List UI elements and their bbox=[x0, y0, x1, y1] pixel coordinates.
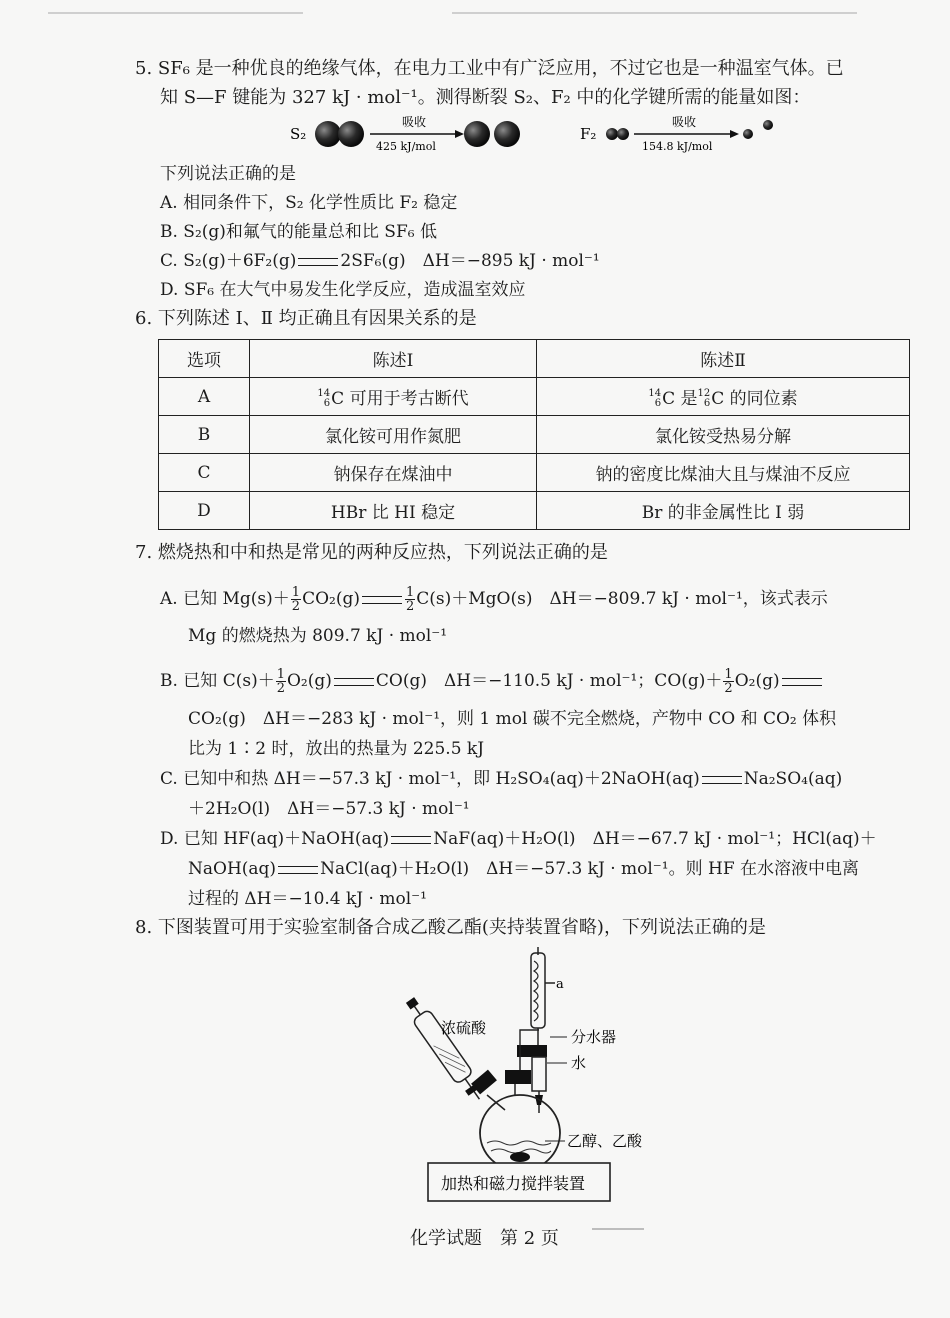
equals-sign bbox=[702, 776, 742, 784]
header-option: 选项 bbox=[159, 340, 250, 378]
row-statement-1: HBr 比 HI 稳定 bbox=[250, 492, 537, 530]
q5-line2: 知 S—F 键能为 327 kJ · mol⁻¹。测得断裂 S₂、F₂ 中的化学键所需的能量如图： bbox=[160, 87, 811, 108]
stir-bar bbox=[510, 1152, 530, 1162]
q7-option-d-line2: NaOH(aq) NaCl(aq)＋H₂O(l) ΔH＝−57.3 kJ · mol⁻¹。则 HF 在水溶液中电离 bbox=[188, 859, 860, 879]
row-statement-1: 14 6 C 可用于考古断代 bbox=[250, 378, 537, 416]
apparatus-diagram bbox=[395, 945, 665, 1205]
q7-option-c-line2: ＋2H₂O(l) ΔH＝−57.3 kJ · mol⁻¹ bbox=[188, 799, 470, 819]
neck-stopper bbox=[505, 1070, 531, 1084]
row-option: A bbox=[159, 378, 250, 416]
f2-atom-1 bbox=[606, 128, 618, 140]
header-statement-1: 陈述Ⅰ bbox=[250, 340, 537, 378]
table-row bbox=[159, 492, 910, 530]
fraction-half: $\frac{1}{2}$ bbox=[724, 667, 733, 696]
q7-option-a-line2: Mg 的燃烧热为 809.7 kJ · mol⁻¹ bbox=[188, 626, 448, 646]
f2-atom-2 bbox=[617, 128, 629, 140]
row-statement-1: 钠保存在煤油中 bbox=[250, 454, 537, 492]
q7-option-b-line3: 比为 1∶2 时，放出的热量为 225.5 kJ bbox=[188, 739, 485, 759]
fraction-half: $\frac{1}{2}$ bbox=[291, 585, 301, 614]
isotope-12c: 12 6 bbox=[697, 388, 711, 410]
q7-option-b-line2: CO₂(g) ΔH＝−283 kJ · mol⁻¹，则 1 mol 碳不完全燃烧，产物中 CO 和 CO₂ 体积 bbox=[188, 709, 837, 729]
label-reagents: 乙醇、乙酸 bbox=[567, 1132, 643, 1150]
row-statement-1: 氯化铵可用作氮肥 bbox=[250, 416, 537, 454]
label-a: a bbox=[556, 977, 564, 992]
f2-energy-label: 154.8 kJ/mol bbox=[642, 140, 713, 153]
label-heater: 加热和磁力搅拌装置 bbox=[441, 1174, 586, 1193]
table-row bbox=[159, 416, 910, 454]
row-statement-2: 14 6 C 是 12 6 C 的同位素 bbox=[537, 378, 910, 416]
f2-arrow-head bbox=[730, 130, 739, 138]
row-statement-2: 氯化铵受热易分解 bbox=[537, 416, 910, 454]
s-atom-a bbox=[464, 121, 490, 147]
condenser-coil bbox=[534, 961, 538, 1021]
equals-sign bbox=[298, 258, 338, 266]
row-option: B bbox=[159, 416, 250, 454]
equals-sign bbox=[334, 678, 374, 686]
fraction-half: $\frac{1}{2}$ bbox=[276, 667, 285, 696]
row-statement-2: Br 的非金属性比 I 弱 bbox=[537, 492, 910, 530]
row-statement-2: 钠的密度比煤油大且与煤油不反应 bbox=[537, 454, 910, 492]
row-option: D bbox=[159, 492, 250, 530]
table-header-row bbox=[159, 340, 910, 378]
q6-table bbox=[158, 339, 910, 530]
s2-molecule-label: S₂ bbox=[290, 125, 307, 143]
top-rule-right bbox=[452, 12, 857, 14]
q6-stem: 6. 下列陈述 Ⅰ、Ⅱ 均正确且有因果关系的是 bbox=[135, 308, 477, 329]
page-footer: 化学试题 第 2 页 bbox=[410, 1228, 559, 1249]
label-water: 水 bbox=[571, 1054, 587, 1072]
label-conc-sulfuric-acid: 浓硫酸 bbox=[441, 1019, 487, 1037]
q5-option-d: D. SF₆ 在大气中易发生化学反应，造成温室效应 bbox=[160, 280, 526, 300]
q5-option-a: A. 相同条件下，S₂ 化学性质比 F₂ 稳定 bbox=[160, 193, 458, 213]
q5-option-b: B. S₂(g)和氟气的能量总和比 SF₆ 低 bbox=[160, 222, 437, 242]
bond-energy-diagram bbox=[280, 112, 800, 158]
footer-rule bbox=[592, 1228, 644, 1230]
equals-sign bbox=[391, 836, 431, 844]
f2-molecule-label: F₂ bbox=[580, 125, 597, 143]
s2-absorb-label: 吸收 bbox=[402, 115, 427, 129]
q7-option-a-line1: A. 已知 Mg(s)＋ $\frac{1}{2}$ CO₂(g) $\frac{1}{2}$ C(s)＋MgO(s) ΔH＝−809.7 kJ · mol⁻¹，该式表示 bbox=[160, 585, 828, 614]
f2-absorb-label: 吸收 bbox=[672, 115, 697, 129]
q7-option-b-line1: B. 已知 C(s)＋ $\frac{1}{2}$ O₂(g) CO(g) ΔH＝−110.5 kJ · mol⁻¹；CO(g)＋ $\frac{1}{2}$ O₂(g) bbox=[160, 668, 824, 695]
q8-stem: 8. 下图装置可用于实验室制备合成乙酸乙酯(夹持装置省略)，下列说法正确的是 bbox=[135, 917, 766, 938]
s2-atom-2 bbox=[338, 121, 364, 147]
s2-energy-label: 425 kJ/mol bbox=[376, 140, 436, 153]
q7-option-d-line1: D. 已知 HF(aq)＋NaOH(aq) NaF(aq)＋H₂O(l) ΔH＝−67.7 kJ · mol⁻¹；HCl(aq)＋ bbox=[160, 829, 877, 849]
s2-arrow-head bbox=[455, 130, 464, 138]
q5-line1: 5. SF₆ 是一种优良的绝缘气体，在电力工业中有广泛应用，不过它也是一种温室气体。已 bbox=[135, 58, 844, 79]
label-separator: 分水器 bbox=[571, 1028, 617, 1046]
q7-option-d-line3: 过程的 ΔH＝−10.4 kJ · mol⁻¹ bbox=[188, 889, 427, 909]
s2-atom-1 bbox=[315, 121, 341, 147]
top-rule-left bbox=[48, 12, 303, 14]
equals-sign bbox=[278, 866, 318, 874]
s-atom-b bbox=[494, 121, 520, 147]
table-row bbox=[159, 378, 910, 416]
equals-sign bbox=[782, 678, 822, 686]
table-row bbox=[159, 454, 910, 492]
header-statement-2: 陈述Ⅱ bbox=[537, 340, 910, 378]
q5-option-c: C. S₂(g)＋6F₂(g) 2SF₆(g) ΔH＝−895 kJ · mol⁻¹ bbox=[160, 251, 600, 271]
row-option: C bbox=[159, 454, 250, 492]
equals-sign bbox=[362, 596, 402, 604]
q5-stem: 下列说法正确的是 bbox=[160, 164, 296, 184]
q7-stem: 7. 燃烧热和中和热是常见的两种反应热，下列说法正确的是 bbox=[135, 542, 608, 563]
f-atom-a bbox=[743, 129, 753, 139]
separator-stopper bbox=[517, 1045, 547, 1057]
water-separator bbox=[532, 1057, 546, 1091]
isotope-14c-b: 14 6 bbox=[648, 388, 662, 410]
q7-option-c-line1: C. 已知中和热 ΔH＝−57.3 kJ · mol⁻¹，即 H₂SO₄(aq)＋2NaOH(aq) Na₂SO₄(aq) bbox=[160, 769, 843, 789]
fraction-half: $\frac{1}{2}$ bbox=[405, 585, 415, 614]
f-atom-b bbox=[763, 120, 773, 130]
isotope-14c: 14 6 bbox=[317, 388, 331, 410]
